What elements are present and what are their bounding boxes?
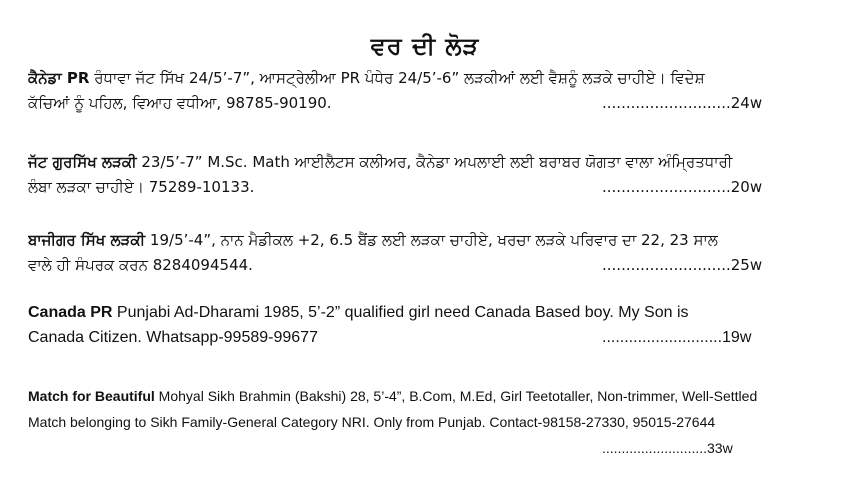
ad-text: Match belonging to Sikh Family-General Category NRI. Only from Punjab. Contact-98158-27330, 95015-27644: [28, 414, 716, 430]
ad-text: Canada Citizen. Whatsapp-99589-99677: [28, 329, 318, 346]
ad-line-2: [28, 91, 828, 116]
ad-text: ਵਾਲੇ ਹੀ ਸੰਪਰਕ ਕਰਨ 8284094544.: [28, 256, 253, 274]
ad-line-2: [28, 253, 828, 278]
ad-text: ਲੰਬਾ ਲੜਕਾ ਚਾਹੀਏ। 75289-10133.: [28, 178, 255, 196]
ad-line-1: [28, 300, 828, 325]
ad-text: Punjabi Ad-Dharami 1985, 5’-2” qualified girl need Canada Based boy. My Son is: [112, 304, 689, 321]
ad-text: 19/5’-4”, ਨਾਨ ਮੈਡੀਕਲ +2, 6.5 ਬੈਂਡ ਲਈ ਲੜਕਾ ਚਾਹੀਏ, ਖਰਚਾ ਲੜਕੇ ਪਰਿਵਾਰ ਦਾ 22, 23 ਸਾਲ: [145, 231, 718, 249]
ad-line-2: [28, 175, 828, 200]
ad-code: ...........................20w: [602, 178, 763, 196]
ad-code: ...........................19w: [602, 329, 752, 346]
matrimonial-ad: [28, 150, 828, 200]
matrimonial-ad: [28, 66, 828, 116]
ad-lead: ਕੈਨੇਡਾ PR: [28, 69, 90, 87]
matrimonial-ad: [28, 228, 828, 278]
ad-line-1: [28, 383, 828, 409]
ad-line-1: [28, 228, 828, 253]
matrimonial-ad: [28, 300, 828, 350]
ad-line-2: [28, 409, 828, 435]
ad-code: ...........................25w: [602, 256, 763, 274]
ad-line-3: [28, 435, 828, 460]
section-title: ਵਰ ਦੀ ਲੋੜ: [370, 32, 480, 60]
ad-text: Mohyal Sikh Brahmin (Bakshi) 28, 5’-4”, B.Com, M.Ed, Girl Teetotaller, Non-trimmer, Well-Settled: [154, 388, 758, 404]
ad-line-1: [28, 66, 828, 91]
ad-code: ...........................33w: [602, 440, 733, 456]
ad-text: ਰੰਧਾਵਾ ਜੱਟ ਸਿੱਖ 24/5’-7”, ਆਸਟ੍ਰੇਲੀਆ PR ਪੰਧੇਰ 24/5’-6” ਲੜਕੀਆਂ ਲਈ ਵੈਸ਼ਨੂੰ ਲੜਕੇ ਚਾਹੀਏ। ਵਿਦੇਸ਼: [89, 69, 705, 87]
ad-text: 23/5’-7” M.Sc. Math ਆਈਲੈਟਸ ਕਲੀਅਰ, ਕੈਨੇਡਾ ਅਪਲਾਈ ਲਈ ਬਰਾਬਰ ਯੋਗਤਾ ਵਾਲਾ ਅੰਮ੍ਰਿਤਧਾਰੀ: [136, 153, 733, 171]
ad-code: ...........................24w: [602, 94, 763, 112]
ad-lead: Canada PR: [28, 304, 113, 321]
ad-lead: ਜੱਟ ਗੁਰਸਿੱਖ ਲੜਕੀ: [28, 153, 137, 171]
ad-lead: Match for Beautiful: [28, 388, 155, 404]
ad-line-2: [28, 325, 828, 350]
ad-text: ਕੱਚਿਆਂ ਨੂੰ ਪਹਿਲ, ਵਿਆਹ ਵਧੀਆ, 98785-90190.: [28, 94, 332, 112]
ad-line-1: [28, 150, 828, 175]
ad-lead: ਬਾਜੀਗਰ ਸਿੱਖ ਲੜਕੀ: [28, 231, 146, 249]
matrimonial-ad: [28, 383, 828, 460]
